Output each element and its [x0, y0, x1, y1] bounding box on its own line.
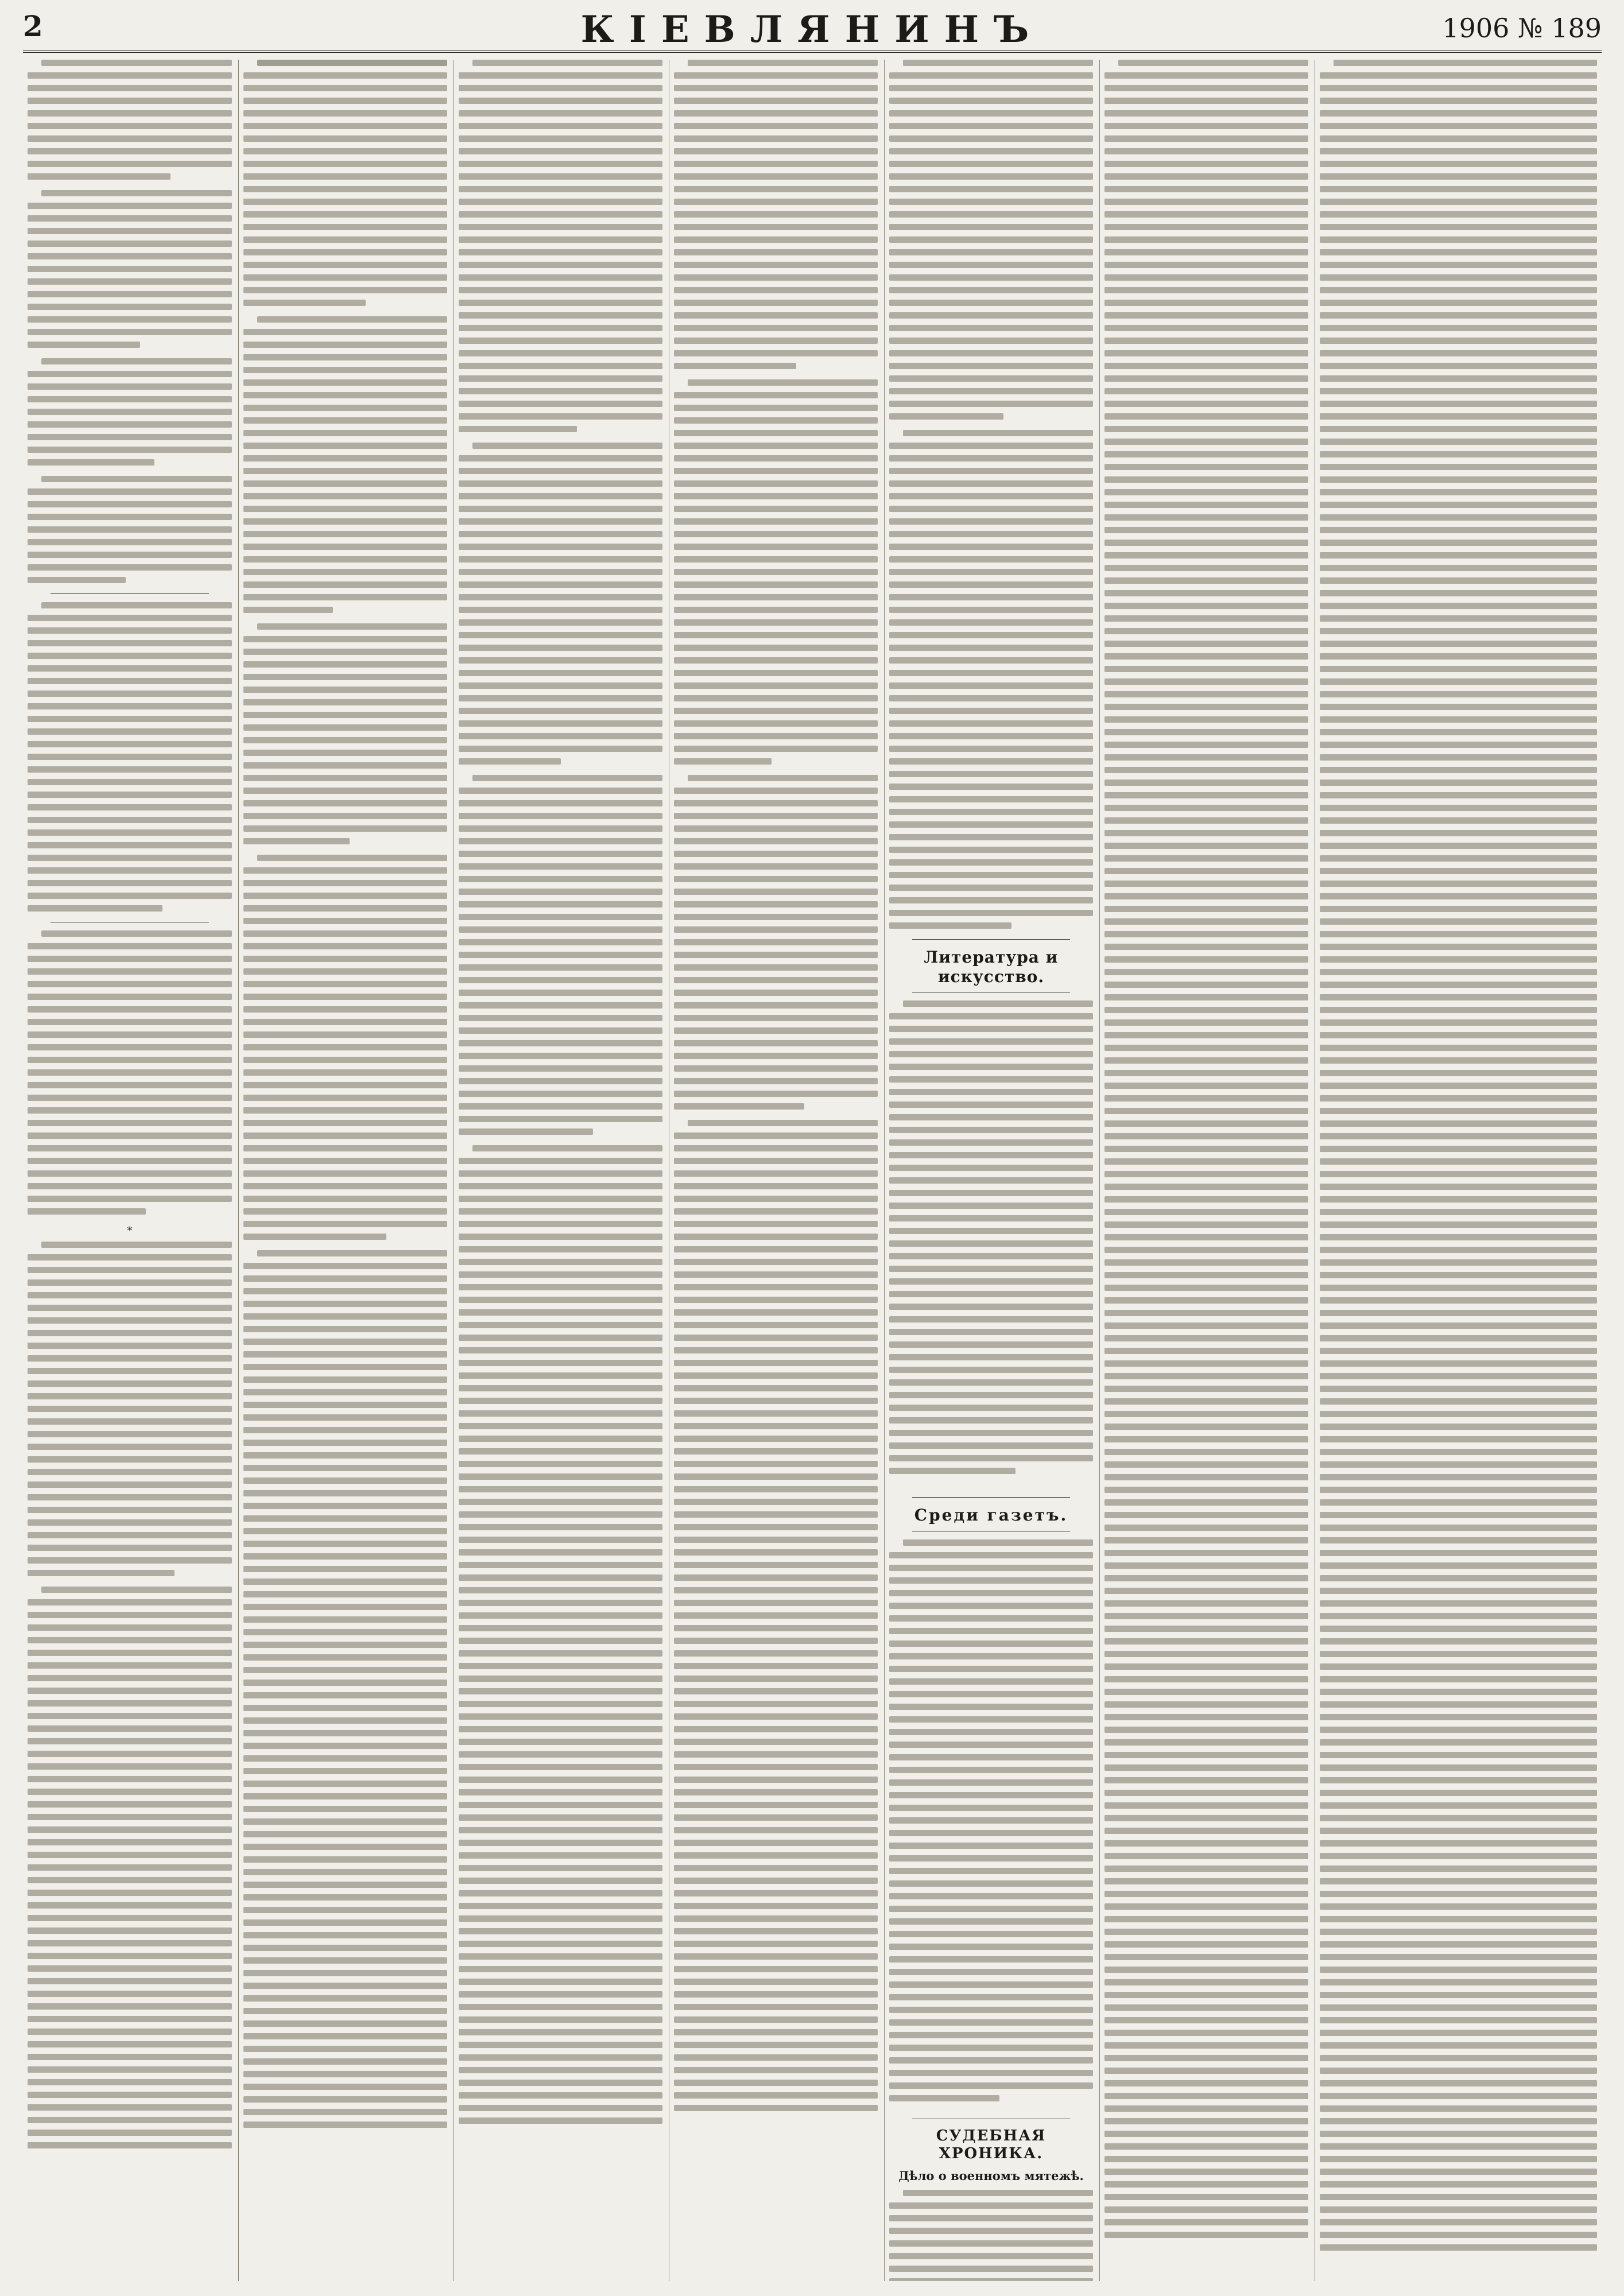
column-1-text-lines: [28, 60, 232, 2281]
court-section-subheading: Дѣло о военномъ мятежѣ.: [898, 2169, 1084, 2183]
column-5-text-lines: [889, 60, 1093, 2281]
section-divider: [912, 1497, 1070, 1498]
literature-section-heading: Литература и искусство.: [924, 948, 1059, 986]
gazettes-section-heading: Среди газетъ.: [914, 1506, 1068, 1525]
column-2-text-lines: [243, 60, 447, 2281]
column-7: [1315, 60, 1602, 2281]
column-7-text-lines: [1320, 60, 1597, 2281]
newspaper-title: КІЕВЛЯНИНЪ: [580, 8, 1044, 51]
column-4-text-lines: [674, 60, 878, 2281]
column-3-text-lines: [459, 60, 662, 2281]
section-divider: [912, 939, 1070, 940]
issue-number: 1906 № 189: [1442, 13, 1602, 44]
court-section-heading: СУДЕБНАЯ ХРОНИКА.: [936, 2127, 1047, 2162]
column-2: [238, 60, 452, 2281]
column-5: [884, 60, 1098, 2281]
column-1: [23, 60, 237, 2281]
masthead: [23, 8, 1602, 53]
column-6-text-lines: [1104, 60, 1308, 2281]
column-6: [1099, 60, 1313, 2281]
column-3: [454, 60, 667, 2281]
column-4: [669, 60, 882, 2281]
asterism-divider: *: [127, 1225, 133, 1237]
page-number: 2: [23, 9, 43, 43]
